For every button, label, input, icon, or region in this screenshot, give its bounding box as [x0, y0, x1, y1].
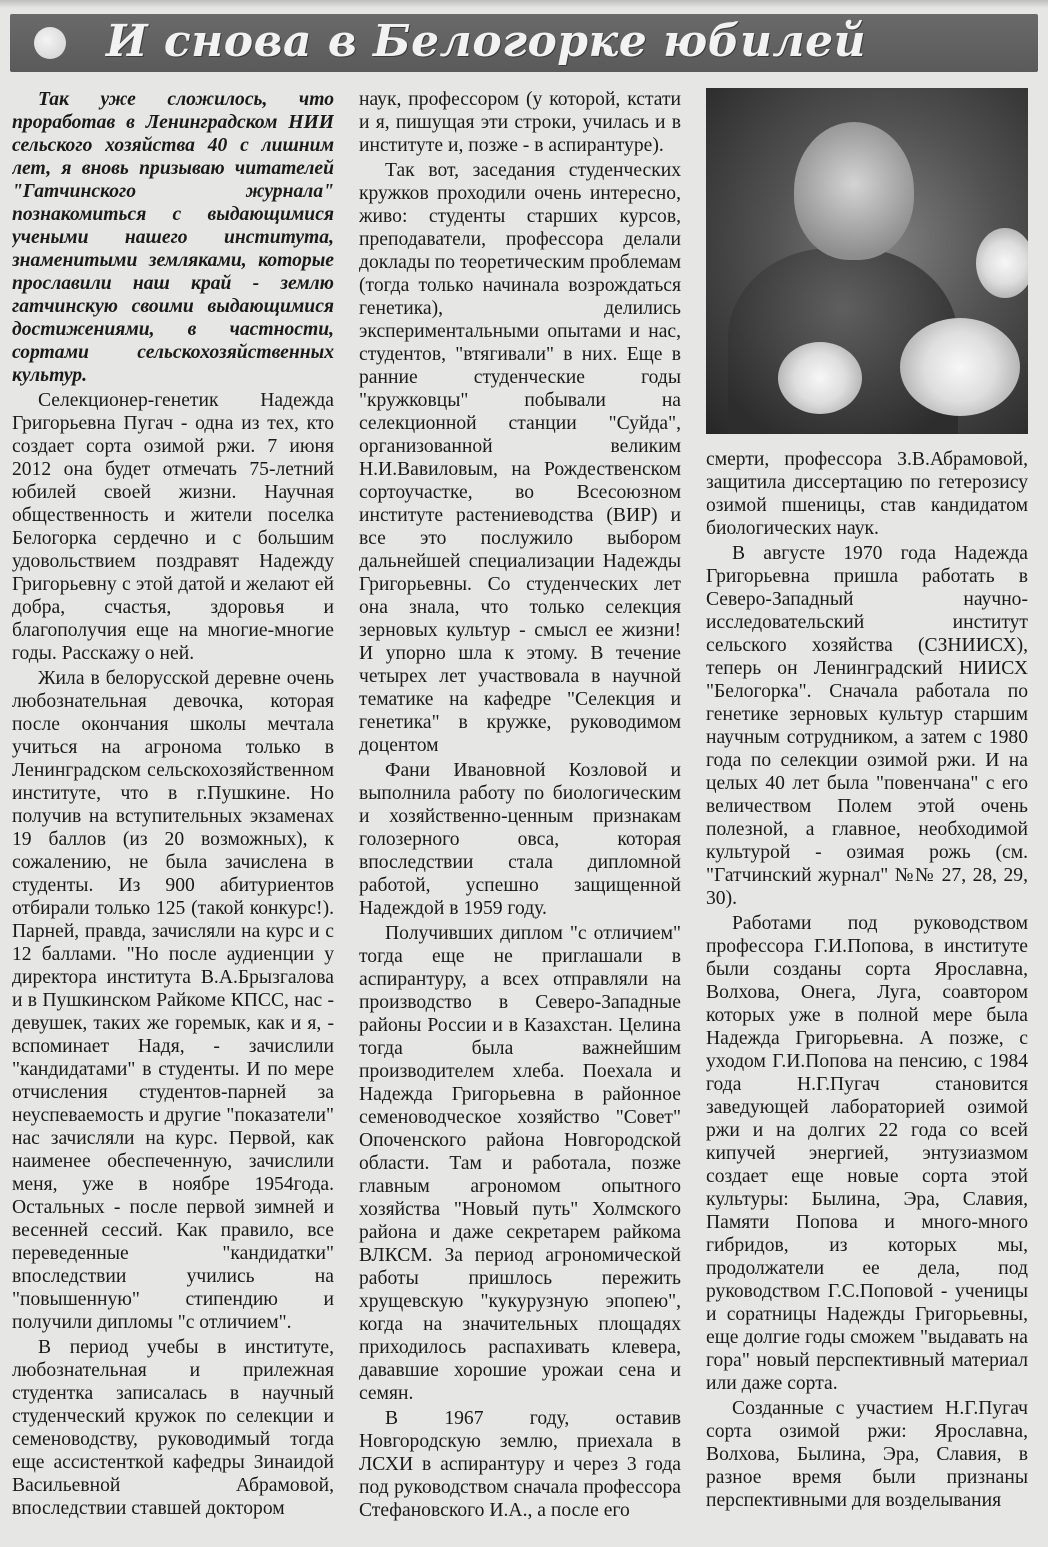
article-paragraph: смерти, профессора З.В.Абрамовой, защитила диссертацию по гетерозису озимой пшеницы, став кандидатом биологических наук.: [706, 449, 1028, 539]
photo-flower: [900, 318, 1020, 416]
photo-flower: [976, 228, 1028, 298]
article-lead: Так уже сложилось, что проработав в Ленинградском НИИ сельского хозяйства 40 с лишним лет, я вновь призываю читателей "Гатчинского журнала" познакомиться с выдающимися учеными нашего института, знаменитыми земляками, которые прославили наш край - землю гатчинскую своими выдающимися достижениями, в частности, сортами сельскохозяйственных культур.: [12, 89, 334, 386]
headline-banner: [10, 14, 1038, 72]
photo-figure-head: [794, 122, 914, 260]
article-paragraph: Жила в белорусской деревне очень любознательная девочка, которая после окончания школы мечтала учиться на агронома только в Ленинградском сельскохозяйственном институте, что в г.Пушкине. Но получив на вступительных экзаменах 19 баллов (из 20 возможных), к сожалению, не была зачислена в студенты. Из 900 абитуриентов отбирали только 125 (такой конкурс!). Парней, правда, зачисляли на курс и с 12 баллами. "Но после аудиенции у директора института В.А.Брызгалова и в Пушкинском Райкоме КПСС, нас - девушек, таких же горемык, как и я, - вспоминает Надя, - зачислили "кандидатами" в студенты. И по мере отчисления студентов-парней за неуспеваемость и другие "показатели" нас зачисляли на курс. Первой, как наименее обеспеченную, зачислили меня, уже в ноябре 1954года. Остальных - после первой зимней и весенней сессий. Как правило, все переведенные "кандидатки" впоследствии учились на "повышенную" стипендию и получили дипломы "с отличием".: [12, 668, 334, 1333]
photo-flower: [778, 342, 862, 414]
bullet-circle-icon: [34, 27, 66, 59]
article-column-3: [706, 88, 1028, 1540]
article-paragraph: В 1967 году, оставив Новгородскую землю, приехала в ЛСХИ в аспирантуру и через 3 года под руководством сначала профессора Стефановского И.А., а после его: [359, 1408, 681, 1521]
article-paragraph: В августе 1970 года Надежда Григорьевна пришла работать в Северо-Западный научно-исследовательский институт сельского хозяйства (СЗНИИСХ), теперь он Ленинградский НИИСХ "Белогорка". Сначала работала по генетике зерновых культур старшим научным сотрудником, а затем с 1980 года по селекции озимой ржи. И на целых 40 лет была "повенчана" с его величеством Полем этой очень полезной, а главное, необходимой культурой - озимая рожь (см. "Гатчинский журнал" №№ 27, 28, 29, 30).: [706, 543, 1028, 909]
article-paragraph: Селекционер-генетик Надежда Григорьевна Пугач - одна из тех, кто создает сорта озимой ржи. 7 июня 2012 она будет отмечать 75-летний юбилей своей жизни. Научная общественность и жители поселка Белогорка сердечно и с большим удовольствием поздравят Надежду Григорьевну с этой датой и желают ей добра, счастья, здоровья и благополучия еще на многие-многие годы. Расскажу о ней.: [12, 390, 334, 664]
portrait-photo: [706, 88, 1028, 434]
page-top-edge: [0, 0, 1048, 8]
article-paragraph: Работами под руководством профессора Г.И.Попова, в институте были созданы сорта Ярославна, Волхова, Онега, Луга, соавтором которых уже в полной мере была Надежда Григорьевна. А позже, с уходом Г.И.Попова на пенсию, с 1984 года Н.Г.Пугач становится заведующей лабораторией озимой ржи и на долгих 22 года со всей кипучей энергией, энтузиазмом создает еще новые сорта этой культуры: Былина, Эра, Славия, Памяти Попова и много-много гибридов, из которых мы, продолжатели ее дела, под руководством Г.С.Поповой - ученицы и соратницы Надежды Григорьевны, еще долгие годы сможем "выдавать на гора" новый перспективный материал или даже сорта.: [706, 913, 1028, 1394]
article-column-2: [359, 88, 681, 1540]
article-paragraph: В период учебы в институте, любознательная и прилежная студентка записалась в научный студенческий кружок по селекции и семеноводству, руководимый тогда еще ассистенткой кафедры Зинаидой Васильевной Абрамовой, впоследствии ставшей доктором: [12, 1337, 334, 1519]
article-paragraph: наук, профессором (у которой, кстати и я, пишущая эти строки, училась и в институте и, позже - в аспирантуре).: [359, 89, 681, 156]
article-paragraph: Фани Ивановной Козловой и выполнила работу по биологическим и хозяйственно-ценным признакам голозерного овса, которая впоследствии стала дипломной работой, успешно защищенной Надеждой в 1959 году.: [359, 760, 681, 919]
article-column-1: [12, 88, 334, 1540]
article-paragraph: Так вот, заседания студенческих кружков проходили очень интересно, живо: студенты старших курсов, преподаватели, профессора делали доклады по теоретическим проблемам (тогда только начинала возрождаться генетика), делились экспериментальными опытами и нас, студентов, "втягивали" в них. Еще в ранние студенческие годы "кружковцы" побывали на селекционной станции "Суйда", организованной великим Н.И.Вавиловым, на Рождественском сортоучастке, во Всесоюзном институте растениеводства (ВИР) и все это послужило выбором дальнейшей специализации Надежды Григорьевны. Со студенческих лет она знала, что только селекция зерновых культур - смысл ее жизни! И упорно шла к этому. В течение четырех лет участвовала в научной тематике на кафедре "Селекция и генетика" в кружке, руководимом доцентом: [359, 160, 681, 756]
article-paragraph: Созданные с участием Н.Г.Пугач сорта озимой ржи: Ярославна, Волхова, Былина, Эра, Славия, в разное время были признаны перспективными для возделывания: [706, 1398, 1028, 1511]
headline-title: И снова в Белогорке юбилей: [106, 16, 867, 67]
article-paragraph: Получивших диплом "с отличием" тогда еще не приглашали в аспирантуру, а всех отправляли на производство в Северо-Западные районы России и в Казахстан. Целина тогда была важнейшим производителем хлеба. Поехала и Надежда Григорьевна в районное семеноводческое хозяйство "Совет" Опоченского района Новгородской области. Там и работала, позже главным агрономом опытного хозяйства "Новый путь" Холмского района и даже секретарем райкома ВЛКСМ. За период агрономической работы пришлось пережить хрущевскую "кукурузную эпопею", когда на значительных площадях приходилось распахивать клевера, дававшие хорошие урожаи сена и семян.: [359, 923, 681, 1404]
